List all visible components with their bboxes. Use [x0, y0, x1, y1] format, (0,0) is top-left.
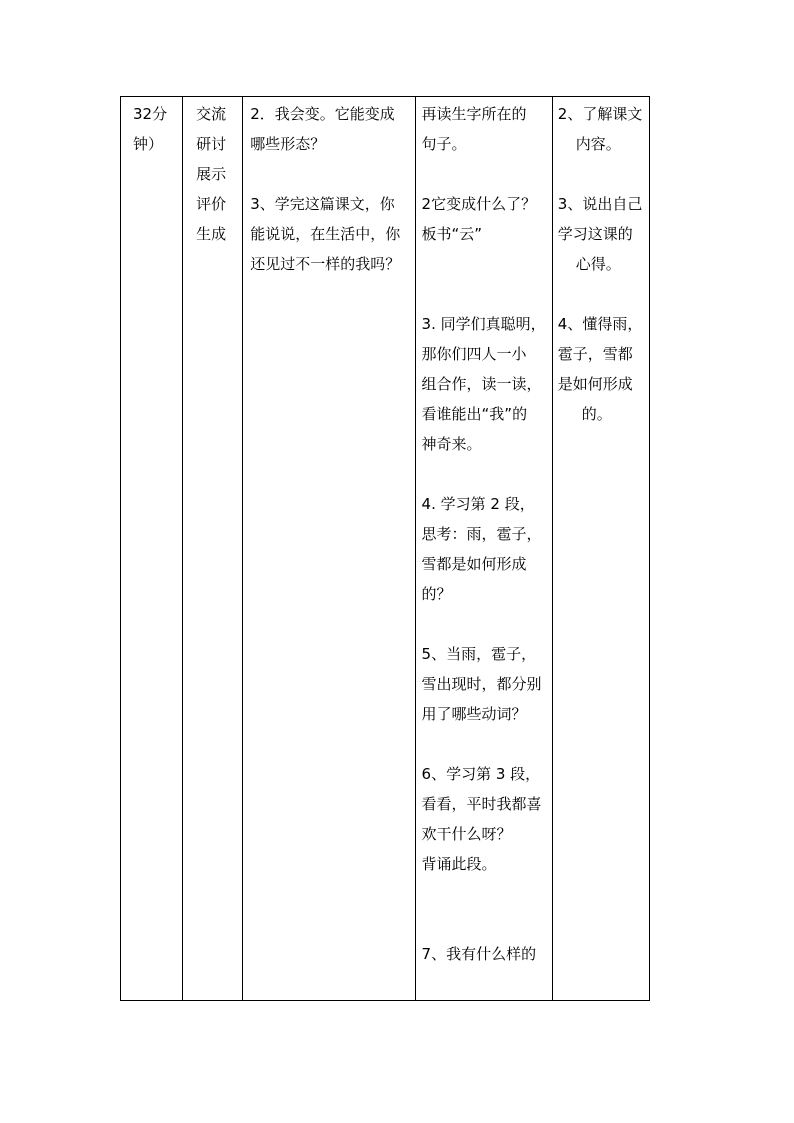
method-line: 那你们四人一小: [421, 345, 527, 363]
task-line: 能说说，在生活中，你: [250, 225, 401, 243]
method-line: 4. 学习第 2 段，: [421, 495, 535, 513]
method-line: 雪出现时，都分别: [421, 675, 542, 693]
stage-line: 生成: [196, 225, 227, 243]
method-line: 看谁能出“我”的: [421, 405, 528, 423]
task-line: 还见过不一样的我吗？: [250, 255, 401, 273]
goal-line: 心得。: [575, 255, 621, 273]
table-row: [121, 97, 650, 1001]
method-line: 背诵此段。: [421, 855, 497, 873]
method-line: 2它变成什么了？: [421, 195, 537, 213]
method-line: 5、当雨，雹子，: [421, 645, 537, 663]
method-line: 3. 同学们真聪明，: [421, 315, 546, 333]
method-line: 神奇来。: [421, 435, 482, 453]
method-line: 看看，平时我都喜: [421, 795, 542, 813]
method-line: 用了哪些动词？: [421, 705, 527, 723]
lesson-plan-table: [120, 96, 650, 1001]
task-cell: [243, 97, 415, 1001]
goal-line: 学习这课的: [557, 225, 633, 243]
goal-line: 2、了解课文: [557, 105, 643, 123]
method-line: 思考：雨，雹子，: [421, 525, 542, 543]
goal-cell: [552, 97, 649, 1001]
time-line: 钟）: [133, 135, 164, 153]
goal-line: 3、说出自己: [557, 195, 643, 213]
method-line: 的？: [421, 585, 452, 603]
stage-line: 评价: [196, 195, 227, 213]
method-line: 雪都是如何形成: [421, 555, 527, 573]
task-line: 3、学完这篇课文，你: [250, 195, 395, 213]
stage-line: 研讨: [196, 135, 227, 153]
method-line: 组合作，读一读，: [421, 375, 542, 393]
method-line: 7、我有什么样的: [421, 945, 537, 963]
task-line: 2．我会变。它能变成: [250, 105, 395, 123]
method-line: 再读生字所在的: [421, 105, 527, 123]
goal-line: 雹子，雪都: [557, 345, 633, 363]
time-cell: [121, 97, 183, 1001]
stage-line: 展示: [196, 165, 227, 183]
goal-line: 内容。: [575, 135, 621, 153]
goal-line: 4、懂得雨，: [557, 315, 643, 333]
goal-line: 的。: [581, 405, 612, 423]
stage-line: 交流: [196, 105, 227, 123]
method-cell: [415, 97, 552, 1001]
method-line: 句子。: [421, 135, 467, 153]
method-line: 欢干什么呀？: [421, 825, 512, 843]
method-line: 6、学习第 3 段，: [421, 765, 541, 783]
task-line: 哪些形态？: [250, 135, 326, 153]
method-line: 板书“云”: [421, 225, 483, 243]
time-line: 32分: [133, 105, 168, 123]
goal-line: 是如何形成: [557, 375, 633, 393]
stage-cell: [183, 97, 243, 1001]
